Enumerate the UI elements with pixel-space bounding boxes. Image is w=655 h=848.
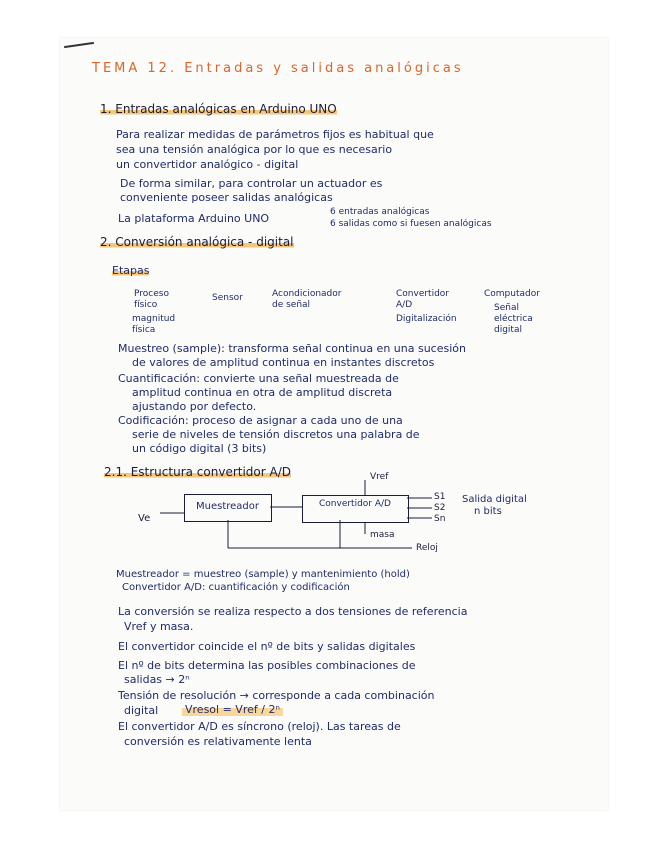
bullet-muestreo-2: de valores de amplitud continua en instantes discretos	[132, 356, 435, 369]
note-3-line2: salidas → 2ⁿ	[124, 673, 190, 686]
bullet-cuantificacion-1: Cuantificación: convierte una señal muestreada de	[118, 372, 399, 385]
output-s1: S1	[434, 492, 446, 502]
note-4-line1: Tensión de resolución → corresponde a cada combinación	[118, 689, 435, 702]
chain-step-4: Convertidor A/D	[396, 289, 450, 310]
note-1-line2: Vref y masa.	[124, 620, 194, 633]
section1-p2-line2: conveniente poseer salidas analógicas	[120, 191, 333, 204]
chain-step-1: Proceso físico	[134, 289, 169, 310]
section1-p1-line3: un convertidor analógico - digital	[116, 158, 299, 171]
section2-heading: 2. Conversión analógica - digital	[100, 235, 294, 249]
clock-label: Reloj	[416, 543, 438, 553]
resolution-formula: Vresol = Vref / 2ⁿ	[182, 703, 283, 716]
section1-p2-line1: De forma similar, para controlar un actuador es	[120, 177, 383, 190]
output-sn: Sn	[434, 514, 446, 524]
convertidor-label: Convertidor A/D	[319, 499, 391, 509]
chain-note-2: Digitalización	[396, 314, 457, 324]
platform-item-2: 6 salidas como si fuesen analógicas	[330, 219, 492, 229]
bullet-muestreo-1: Muestreo (sample): transforma señal continua en una sucesión	[118, 342, 466, 355]
output-s2: S2	[434, 503, 446, 513]
note-4-line2: digital	[124, 704, 159, 717]
masa-label: masa	[370, 530, 395, 540]
output-label: Salida digital	[462, 494, 527, 505]
page-title: TEMA 12. Entradas y salidas analógicas	[92, 61, 464, 76]
bullet-cuantificacion-2: amplitud continua en otra de amplitud discreta	[132, 386, 393, 399]
chain-note-3: Señal eléctrica digital	[494, 303, 533, 335]
section1-p1-line1: Para realizar medidas de parámetros fijos es habitual que	[116, 128, 434, 141]
bullet-codificacion-2: serie de niveles de tensión discretos una palabra de	[132, 428, 420, 441]
chain-step-2: Sensor	[212, 293, 243, 303]
output-bits: n bits	[474, 506, 502, 517]
bullet-codificacion-3: un código digital (3 bits)	[132, 442, 267, 455]
section21-heading: 2.1. Estructura convertidor A/D	[104, 465, 292, 479]
note-1-line1: La conversión se realiza respecto a dos tensiones de referencia	[118, 605, 468, 618]
section1-heading: 1. Entradas analógicas en Arduino UNO	[100, 102, 337, 116]
platform-item-1: 6 entradas analógicas	[330, 207, 430, 217]
note-3-line1: El nº de bits determina las posibles combinaciones de	[118, 659, 416, 672]
note-5-line1: El convertidor A/D es síncrono (reloj). Las tareas de	[118, 720, 401, 733]
muestreador-label: Muestreador	[196, 501, 259, 512]
section1-p1-line2: sea una tensión analógica por lo que es necesario	[116, 143, 393, 156]
etapas-label: Etapas	[112, 264, 150, 277]
chain-note-1: magnitud física	[132, 314, 176, 335]
bullet-cuantificacion-3: ajustando por defecto.	[132, 400, 257, 413]
chain-step-3: Acondicionador de señal	[272, 289, 342, 310]
chain-step-5: Computador	[484, 289, 540, 299]
bullet-codificacion-1: Codificación: proceso de asignar a cada uno de una	[118, 414, 403, 427]
diagram-input-label: Ve	[138, 513, 151, 524]
note-5-line2: conversión es relativamente lenta	[124, 735, 312, 748]
note-2-line1: El convertidor coincide el nº de bits y salidas digitales	[118, 640, 416, 653]
platform-label: La plataforma Arduino UNO	[118, 212, 270, 225]
legend-convertidor: Convertidor A/D: cuantificación y codificación	[122, 582, 350, 593]
legend-muestreador: Muestreador = muestreo (sample) y mantenimiento (hold)	[116, 569, 410, 580]
vref-label: Vref	[370, 472, 389, 482]
